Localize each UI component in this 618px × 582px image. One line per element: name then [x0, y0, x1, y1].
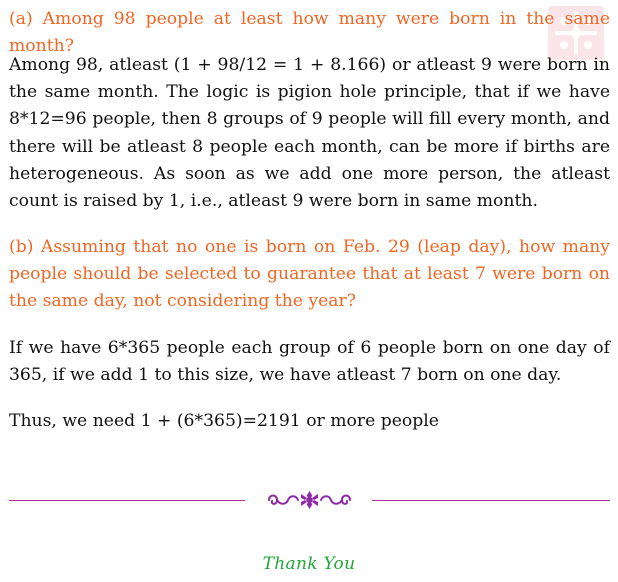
question-a: (a) Among 98 people at least how many were born in the same month? — [9, 9, 610, 57]
divider-line-left — [9, 500, 245, 501]
answer-a: Among 98, atleast (1 + 98/12 = 1 + 8.166) or atleast 9 were born in the same month. The logic is pigion hole principle, that if we have 8*12=96 people, then 8 groups of 9 people will fill every month, and there will be atleast 8 people each month, can be more if births are heterogeneous. As soon as we add one more person, the atleast count is raised by 1, i.e., atleast 9 were born in same month. — [9, 55, 610, 212]
answer-b: If we have 6*365 people each group of 6 people born on one day of 365, if we add 1 to this size, we have atleast 7 born on one day. — [9, 338, 610, 386]
conclusion: Thus, we need 1 + (6*365)=2191 or more people — [9, 411, 439, 431]
question-b: (b) Assuming that no one is born on Feb. 29 (leap day), how many people should be selected to guarantee that at least 7 were born on the same day, not considering the year? — [9, 237, 610, 312]
flourish-ornament-icon — [266, 490, 353, 510]
thank-you-footer: Thank You — [262, 554, 356, 574]
divider-line-right — [372, 500, 610, 501]
